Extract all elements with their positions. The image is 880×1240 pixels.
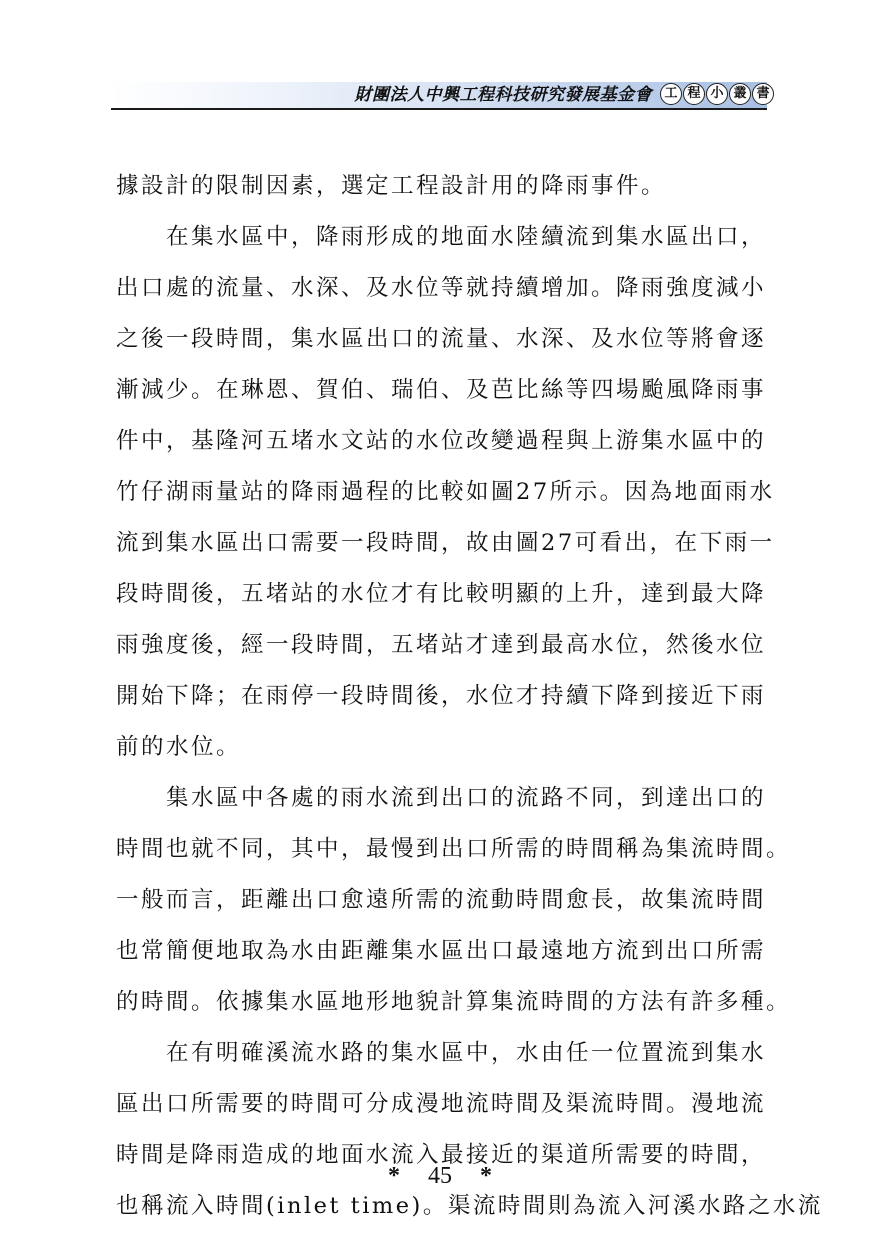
text-line: 據設計的限制因素，選定工程設計用的降雨事件。 <box>116 173 667 199</box>
publisher-name: 財團法人中興工程科技研究發展基金會 <box>354 85 652 105</box>
footer-star: * <box>480 1163 492 1189</box>
text-line: 也稱流入時間(inlet time)。渠流時間則為流入河溪水路之水流 <box>116 1193 823 1219</box>
running-header <box>355 84 653 106</box>
text-line: 前的水位。 <box>116 734 242 760</box>
text-line: 件中，基隆河五堵水文站的水位改變過程與上游集水區中的 <box>116 428 767 454</box>
text-line: 區出口所需要的時間可分成漫地流時間及渠流時間。漫地流 <box>116 1091 767 1117</box>
text-line: 漸減少。在琳恩、賀伯、瑞伯、及芭比絲等四場颱風降雨事 <box>116 377 767 403</box>
series-char: 程 <box>683 83 705 105</box>
text-line: 時間是降雨造成的地面水流入最接近的渠道所需要的時間， <box>116 1142 767 1168</box>
text-line: 雨強度後，經一段時間，五堵站才達到最高水位，然後水位 <box>116 632 767 658</box>
series-badge <box>660 83 774 105</box>
series-char: 書 <box>752 83 774 105</box>
text-line: 流到集水區出口需要一段時間，故由圖27可看出，在下雨一 <box>116 530 775 556</box>
text-line: 出口處的流量、水深、及水位等就持續增加。降雨強度減小 <box>116 275 767 301</box>
footer-star: * <box>388 1163 400 1189</box>
text-line: 一般而言，距離出口愈遠所需的流動時間愈長，故集流時間 <box>116 887 767 913</box>
text-line: 在有明確溪流水路的集水區中，水由任一位置流到集水 <box>166 1040 767 1066</box>
text-line: 也常簡便地取為水由距離集水區出口最遠地方流到出口所需 <box>116 938 767 964</box>
page-footer <box>0 1158 880 1194</box>
series-char: 小 <box>706 83 728 105</box>
series-char: 工 <box>660 83 682 105</box>
text-line: 竹仔湖雨量站的降雨過程的比較如圖27所示。因為地面雨水 <box>116 479 775 505</box>
series-char: 叢 <box>729 83 751 105</box>
body-text <box>116 161 823 1232</box>
text-line: 之後一段時間，集水區出口的流量、水深、及水位等將會逐 <box>116 326 767 352</box>
text-line: 的時間。依據集水區地形地貌計算集流時間的方法有許多種。 <box>116 989 792 1015</box>
text-line: 時間也就不同，其中，最慢到出口所需的時間稱為集流時間。 <box>116 836 792 862</box>
page-number: 45 <box>428 1163 452 1189</box>
text-line: 集水區中各處的雨水流到出口的流路不同，到達出口的 <box>166 785 767 811</box>
text-line: 開始下降；在雨停一段時間後，水位才持續下降到接近下雨 <box>116 683 767 709</box>
header-rule <box>111 108 767 110</box>
text-line: 在集水區中，降雨形成的地面水陸續流到集水區出口， <box>166 224 767 250</box>
text-line: 段時間後，五堵站的水位才有比較明顯的上升，達到最大降 <box>116 581 767 607</box>
